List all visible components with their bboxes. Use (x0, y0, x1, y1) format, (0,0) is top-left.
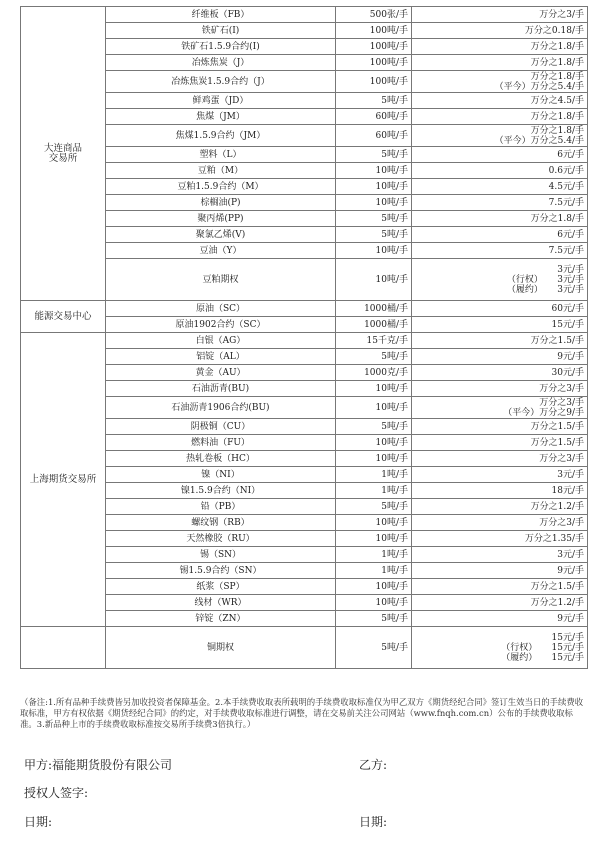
fee-cell: 万分之1.8/手 (412, 55, 588, 71)
product-name-cell: 石油沥青(BU) (106, 381, 336, 397)
fee-cell: 4.5元/手 (412, 179, 588, 195)
fee-cell: 万分之1.8/手 (412, 39, 588, 55)
exchange-cell: 大连商品 交易所 (21, 7, 106, 301)
fee-cell: 9元/手 (412, 349, 588, 365)
contract-unit-cell: 5吨/手 (336, 611, 412, 627)
table-row (21, 125, 588, 147)
table-row (21, 435, 588, 451)
table-row (21, 499, 588, 515)
contract-unit-cell: 10吨/手 (336, 451, 412, 467)
contract-unit-cell: 15千克/手 (336, 333, 412, 349)
contract-unit-cell: 10吨/手 (336, 243, 412, 259)
table-row (21, 563, 588, 579)
table-row (21, 547, 588, 563)
exchange-cell (21, 627, 106, 669)
table-row (21, 627, 588, 669)
fee-cell: 万分之1.5/手 (412, 435, 588, 451)
contract-unit-cell: 1000桶/手 (336, 301, 412, 317)
fee-cell: 9元/手 (412, 563, 588, 579)
fee-cell: 30元/手 (412, 365, 588, 381)
fee-cell: 3元/手 (412, 547, 588, 563)
product-name-cell: 线材（WR） (106, 595, 336, 611)
fee-table-body (21, 7, 588, 669)
contract-unit-cell: 10吨/手 (336, 531, 412, 547)
table-row (21, 71, 588, 93)
fee-cell: 万分之1.35/手 (412, 531, 588, 547)
fee-cell: 万分之3/手 (412, 381, 588, 397)
table-row (21, 333, 588, 349)
date-b-label: 日期: (359, 815, 388, 829)
fee-cell: 18元/手 (412, 483, 588, 499)
table-row (21, 611, 588, 627)
fee-cell: 15元/手 (412, 317, 588, 333)
table-row (21, 397, 588, 419)
contract-unit-cell: 10吨/手 (336, 163, 412, 179)
product-name-cell: 铝锭（AL） (106, 349, 336, 365)
table-row (21, 349, 588, 365)
table-row (21, 515, 588, 531)
contract-unit-cell: 5吨/手 (336, 627, 412, 669)
contract-unit-cell: 1吨/手 (336, 483, 412, 499)
contract-unit-cell: 1吨/手 (336, 547, 412, 563)
contract-unit-cell: 5吨/手 (336, 147, 412, 163)
product-name-cell: 棕榈油(P) (106, 195, 336, 211)
contract-unit-cell: 5吨/手 (336, 93, 412, 109)
table-row (21, 39, 588, 55)
product-name-cell: 豆粕（M） (106, 163, 336, 179)
fee-cell: 万分之1.2/手 (412, 499, 588, 515)
date-a-label: 日期: (24, 815, 53, 829)
fee-cell: 万分之1.2/手 (412, 595, 588, 611)
table-row (21, 579, 588, 595)
product-name-cell: 豆粕期权 (106, 259, 336, 301)
contract-unit-cell: 100吨/手 (336, 71, 412, 93)
contract-unit-cell: 1吨/手 (336, 467, 412, 483)
fee-cell: 7.5元/手 (412, 243, 588, 259)
exchange-cell: 上海期货交易所 (21, 333, 106, 627)
contract-unit-cell: 10吨/手 (336, 195, 412, 211)
table-row (21, 381, 588, 397)
product-name-cell: 热轧卷板（HC） (106, 451, 336, 467)
contract-unit-cell: 60吨/手 (336, 109, 412, 125)
product-name-cell: 纸浆（SP） (106, 579, 336, 595)
product-name-cell: 聚氯乙烯(V) (106, 227, 336, 243)
table-row (21, 317, 588, 333)
fee-table (20, 6, 588, 669)
table-row (21, 595, 588, 611)
product-name-cell: 铅（PB） (106, 499, 336, 515)
product-name-cell: 锡1.5.9合约（SN） (106, 563, 336, 579)
fee-cell: 3元/手 （行权） 3元/手 （履约） 3元/手 (412, 259, 588, 301)
fee-cell: 万分之3/手 (412, 451, 588, 467)
product-name-cell: 纤维板（FB） (106, 7, 336, 23)
table-row (21, 483, 588, 499)
authorized-signature-label: 授权人签字: (24, 786, 89, 800)
product-name-cell: 聚丙烯(PP) (106, 211, 336, 227)
fee-cell: 万分之3/手 （平今）万分之9/手 (412, 397, 588, 419)
contract-unit-cell: 5吨/手 (336, 419, 412, 435)
product-name-cell: 天然橡胶（RU） (106, 531, 336, 547)
fee-cell: 万分之3/手 (412, 7, 588, 23)
table-row (21, 195, 588, 211)
fee-cell: 万分之1.5/手 (412, 333, 588, 349)
table-row (21, 211, 588, 227)
product-name-cell: 豆油（Y） (106, 243, 336, 259)
contract-unit-cell: 5吨/手 (336, 211, 412, 227)
table-row (21, 55, 588, 71)
product-name-cell: 冶炼焦炭（J） (106, 55, 336, 71)
contract-unit-cell: 100吨/手 (336, 23, 412, 39)
product-name-cell: 塑料（L） (106, 147, 336, 163)
fee-cell: 万分之1.5/手 (412, 419, 588, 435)
contract-unit-cell: 5吨/手 (336, 349, 412, 365)
table-row (21, 531, 588, 547)
contract-unit-cell: 1吨/手 (336, 563, 412, 579)
product-name-cell: 镍1.5.9合约（NI） (106, 483, 336, 499)
party-a-label: 甲方:福能期货股份有限公司 (24, 758, 173, 772)
product-name-cell: 鲜鸡蛋（JD） (106, 93, 336, 109)
fee-cell: 万分之1.8/手 （平今）万分之5.4/手 (412, 125, 588, 147)
table-row (21, 301, 588, 317)
table-row (21, 163, 588, 179)
fee-cell: 9元/手 (412, 611, 588, 627)
table-row (21, 227, 588, 243)
exchange-cell: 能源交易中心 (21, 301, 106, 333)
product-name-cell: 锌锭（ZN） (106, 611, 336, 627)
product-name-cell: 铜期权 (106, 627, 336, 669)
product-name-cell: 原油1902合约（SC） (106, 317, 336, 333)
table-row (21, 7, 588, 23)
product-name-cell: 冶炼焦炭1.5.9合约（J） (106, 71, 336, 93)
contract-unit-cell: 1000桶/手 (336, 317, 412, 333)
product-name-cell: 铁矿石(I) (106, 23, 336, 39)
product-name-cell: 铁矿石1.5.9合约(I) (106, 39, 336, 55)
product-name-cell: 镍（NI） (106, 467, 336, 483)
contract-unit-cell: 500张/手 (336, 7, 412, 23)
fee-cell: 万分之3/手 (412, 515, 588, 531)
contract-unit-cell: 60吨/手 (336, 125, 412, 147)
contract-unit-cell: 10吨/手 (336, 595, 412, 611)
table-row (21, 365, 588, 381)
fee-cell: 15元/手 （行权） 15元/手 （履约） 15元/手 (412, 627, 588, 669)
table-row (21, 93, 588, 109)
product-name-cell: 焦煤1.5.9合约（JM） (106, 125, 336, 147)
fee-cell: 万分之1.8/手 (412, 211, 588, 227)
contract-unit-cell: 10吨/手 (336, 179, 412, 195)
product-name-cell: 焦煤（JM） (106, 109, 336, 125)
contract-unit-cell: 5吨/手 (336, 499, 412, 515)
product-name-cell: 螺纹钢（RB） (106, 515, 336, 531)
contract-unit-cell: 10吨/手 (336, 579, 412, 595)
table-row (21, 243, 588, 259)
table-row (21, 147, 588, 163)
product-name-cell: 白银（AG） (106, 333, 336, 349)
product-name-cell: 石油沥青1906合约(BU) (106, 397, 336, 419)
table-row (21, 179, 588, 195)
fee-cell: 万分之0.18/手 (412, 23, 588, 39)
fee-cell: 6元/手 (412, 227, 588, 243)
fee-cell: 万分之1.8/手 (412, 109, 588, 125)
product-name-cell: 燃料油（FU） (106, 435, 336, 451)
table-row (21, 419, 588, 435)
fee-cell: 万分之1.5/手 (412, 579, 588, 595)
table-row (21, 451, 588, 467)
fee-cell: 60元/手 (412, 301, 588, 317)
contract-unit-cell: 10吨/手 (336, 381, 412, 397)
table-row (21, 23, 588, 39)
contract-unit-cell: 10吨/手 (336, 397, 412, 419)
fee-cell: 0.6元/手 (412, 163, 588, 179)
table-row (21, 467, 588, 483)
fee-cell: 3元/手 (412, 467, 588, 483)
table-row (21, 109, 588, 125)
fee-cell: 7.5元/手 (412, 195, 588, 211)
product-name-cell: 黄金（AU） (106, 365, 336, 381)
footnote: （备注:1.所有品种手续费皆另加收投资者保障基金。2.本手续费收取表所载明的手续费收取标准仅为甲乙双方《期货经纪合同》签订生效当日的手续费收取标准，甲方有权依据《期货经纪合同》的约定，对手续费收取标准进行调整，请在交易前关注公司网站（www.fnqh.com.cn）公布的手续费收取标准。3.新品种上市的手续费收取标准按交易所手续费3倍执行。） (20, 697, 584, 729)
contract-unit-cell: 10吨/手 (336, 259, 412, 301)
contract-unit-cell: 100吨/手 (336, 55, 412, 71)
contract-unit-cell: 10吨/手 (336, 515, 412, 531)
product-name-cell: 豆粕1.5.9合约（M） (106, 179, 336, 195)
party-b-label: 乙方: (359, 758, 388, 772)
contract-unit-cell: 5吨/手 (336, 227, 412, 243)
fee-cell: 万分之1.8/手 （平今）万分之5.4/手 (412, 71, 588, 93)
product-name-cell: 原油（SC） (106, 301, 336, 317)
product-name-cell: 阴极铜（CU） (106, 419, 336, 435)
fee-cell: 万分之4.5/手 (412, 93, 588, 109)
contract-unit-cell: 10吨/手 (336, 435, 412, 451)
product-name-cell: 锡（SN） (106, 547, 336, 563)
table-row (21, 259, 588, 301)
contract-unit-cell: 1000克/手 (336, 365, 412, 381)
fee-cell: 6元/手 (412, 147, 588, 163)
contract-unit-cell: 100吨/手 (336, 39, 412, 55)
